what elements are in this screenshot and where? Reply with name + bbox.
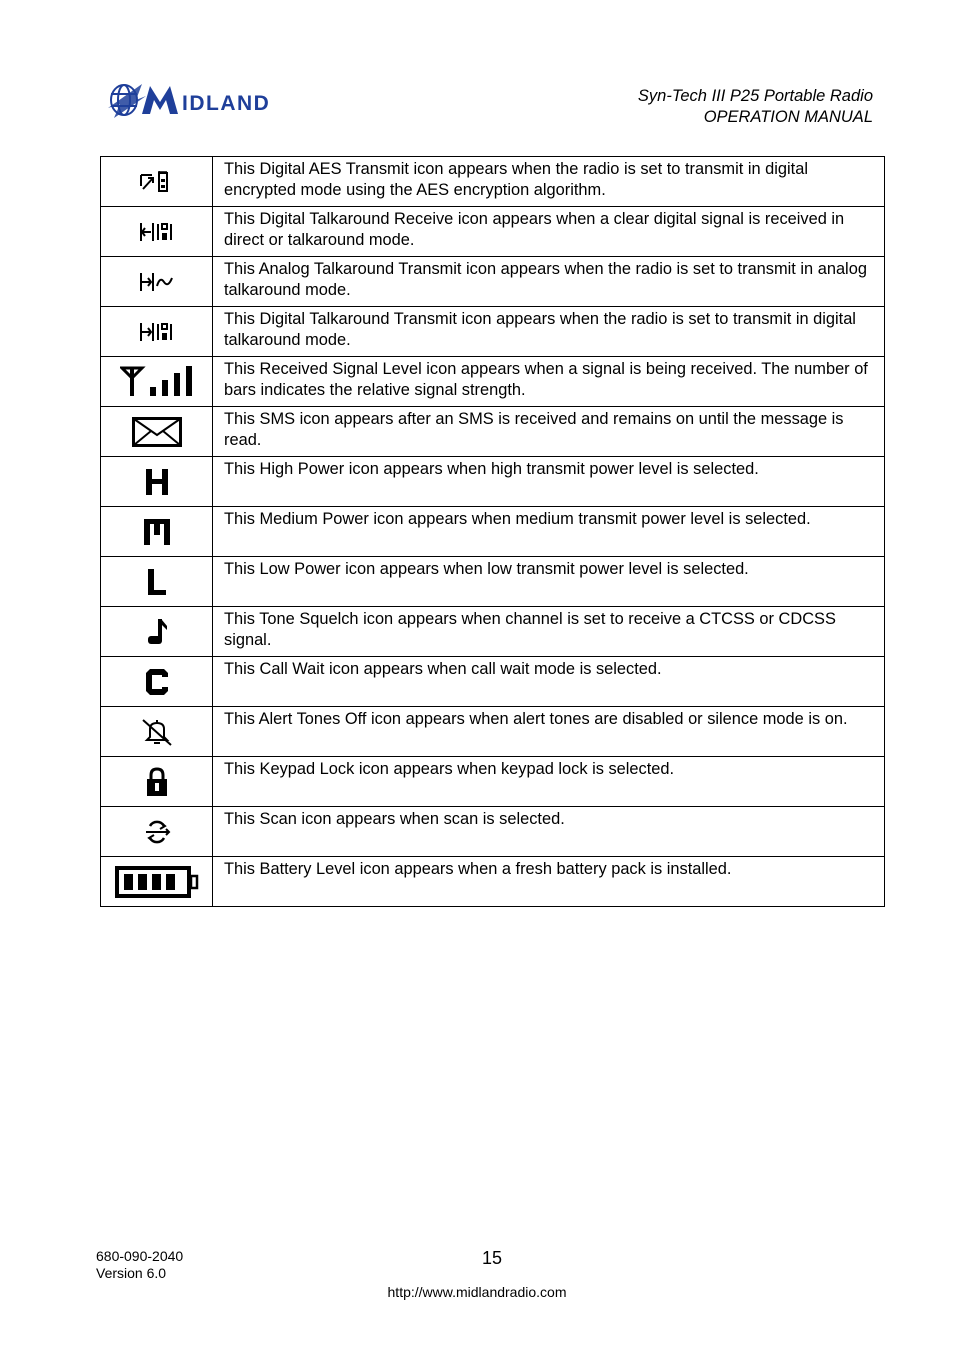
svg-text:IDLAND: IDLAND bbox=[182, 92, 271, 115]
low-power-icon bbox=[147, 568, 167, 596]
row-description: This Alert Tones Off icon appears when alert tones are disabled or silence mode is on. bbox=[213, 707, 885, 757]
midland-logo bbox=[106, 78, 302, 122]
medium-power-icon bbox=[143, 518, 171, 546]
row-description: This Keypad Lock icon appears when keypad lock is selected. bbox=[213, 757, 885, 807]
alert-tones-off-icon bbox=[140, 717, 174, 747]
row-description: This Analog Talkaround Transmit icon appears when the radio is set to transmit in analog talkaround mode. bbox=[213, 257, 885, 307]
row-description: This Scan icon appears when scan is selected. bbox=[213, 807, 885, 857]
row-description: This Digital Talkaround Transmit icon appears when the radio is set to transmit in digital talkaround mode. bbox=[213, 307, 885, 357]
table-row bbox=[101, 557, 885, 607]
digital-talkaround-transmit-icon bbox=[139, 322, 175, 342]
table-row bbox=[101, 257, 885, 307]
row-description: This Low Power icon appears when low transmit power level is selected. bbox=[213, 557, 885, 607]
header-title-line2: OPERATION MANUAL bbox=[703, 107, 873, 126]
call-wait-icon bbox=[145, 668, 169, 696]
row-description: This Medium Power icon appears when medium transmit power level is selected. bbox=[213, 507, 885, 557]
row-description: This Tone Squelch icon appears when channel is set to receive a CTCSS or CDCSS signal. bbox=[213, 607, 885, 657]
footer-url-link[interactable]: http://www.midlandradio.com bbox=[387, 1284, 567, 1300]
header-title-line1: Syn-Tech III P25 Portable Radio bbox=[637, 87, 873, 105]
midland-logo-icon bbox=[106, 78, 302, 122]
table-row bbox=[101, 157, 885, 207]
footer-part-number: 680-090-2040 bbox=[96, 1248, 184, 1264]
signal-level-icon bbox=[120, 366, 194, 398]
table-row bbox=[101, 607, 885, 657]
analog-talkaround-transmit-icon bbox=[139, 272, 175, 292]
digital-talkaround-receive-icon bbox=[139, 222, 175, 242]
document-header bbox=[638, 86, 873, 127]
scan-icon bbox=[142, 816, 172, 848]
row-description: This Digital Talkaround Receive icon appears when a clear digital signal is received in direct or talkaround mode. bbox=[213, 207, 885, 257]
table-row bbox=[101, 507, 885, 557]
footer-document-info bbox=[96, 1248, 183, 1282]
row-description: This Digital AES Transmit icon appears when the radio is set to transmit in digital encrypted mode using the AES encryption algorithm. bbox=[213, 157, 885, 207]
row-description: This Received Signal Level icon appears when a signal is being received. The number of bars indicates the relative signal strength. bbox=[213, 357, 885, 407]
table-row bbox=[101, 407, 885, 457]
high-power-icon bbox=[145, 468, 169, 496]
table-row bbox=[101, 857, 885, 907]
row-description: This High Power icon appears when high transmit power level is selected. bbox=[213, 457, 885, 507]
table-row bbox=[101, 807, 885, 857]
table-row bbox=[101, 207, 885, 257]
table-row bbox=[101, 357, 885, 407]
digital-aes-transmit-icon bbox=[140, 171, 174, 193]
table-row bbox=[101, 307, 885, 357]
row-description: This Call Wait icon appears when call wait mode is selected. bbox=[213, 657, 885, 707]
table-row bbox=[101, 457, 885, 507]
tone-squelch-icon bbox=[146, 618, 168, 646]
page-number: 15 bbox=[482, 1248, 503, 1268]
table-row bbox=[101, 757, 885, 807]
row-description: This Battery Level icon appears when a fresh battery pack is installed. bbox=[213, 857, 885, 907]
table-row bbox=[101, 657, 885, 707]
row-description: This SMS icon appears after an SMS is received and remains on until the message is read. bbox=[213, 407, 885, 457]
table-row bbox=[101, 707, 885, 757]
icon-description-table bbox=[100, 156, 885, 907]
keypad-lock-icon bbox=[146, 767, 168, 797]
battery-level-icon bbox=[115, 866, 199, 898]
sms-envelope-icon bbox=[132, 417, 182, 447]
footer-version: Version 6.0 bbox=[96, 1265, 167, 1281]
